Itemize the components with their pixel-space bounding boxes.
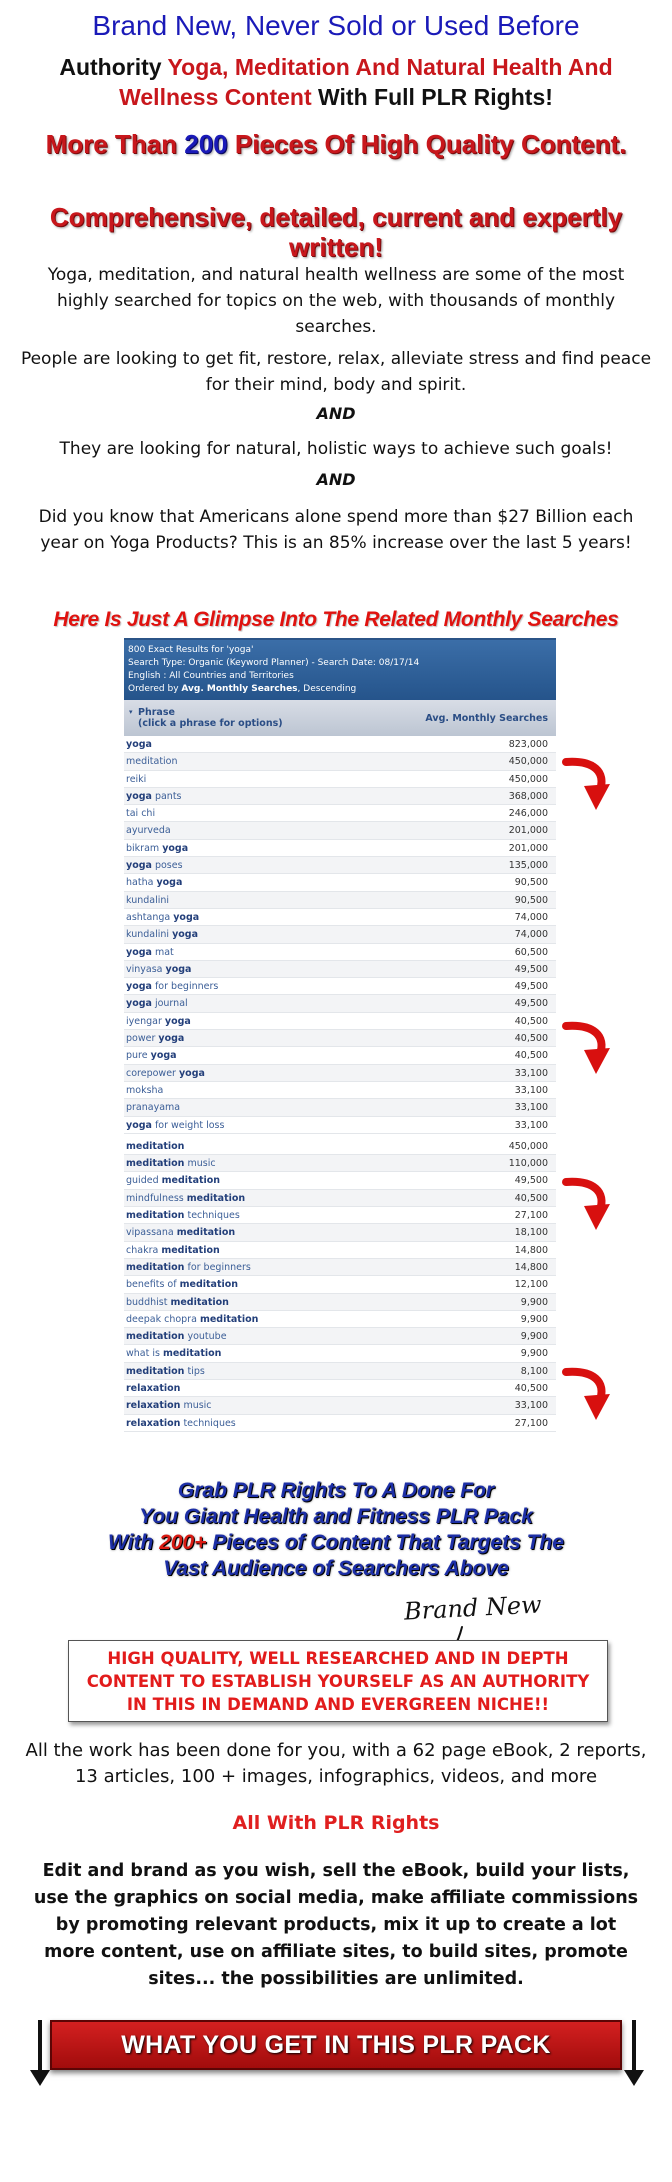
keyword-phrase[interactable]: deepak chopra meditation xyxy=(126,1313,259,1325)
keyword-monthly-searches: 33,100 xyxy=(514,1067,548,1079)
all-work-paragraph: All the work has been done for you, with a 62 page eBook, 2 reports, 13 articles, 100 + images, infographics, videos, and more xyxy=(25,1740,647,1787)
keyword-monthly-searches: 110,000 xyxy=(508,1158,548,1170)
keyword-monthly-searches: 33,100 xyxy=(514,1102,548,1114)
red-curved-arrow-icon xyxy=(560,1020,612,1078)
keyword-phrase[interactable]: meditation xyxy=(126,1140,185,1152)
keyword-phrase[interactable]: guided meditation xyxy=(126,1175,221,1187)
keyword-monthly-searches: 201,000 xyxy=(508,825,548,837)
paragraph-holistic: They are looking for natural, holistic ways to achieve such goals! xyxy=(59,439,613,459)
keyword-monthly-searches: 368,000 xyxy=(508,790,548,802)
keyword-phrase[interactable]: power yoga xyxy=(126,1033,185,1045)
red-curved-arrow-icon xyxy=(560,756,612,814)
keyword-row[interactable] xyxy=(124,874,556,891)
keyword-row[interactable] xyxy=(124,909,556,926)
keyword-phrase[interactable]: tai chi xyxy=(126,808,156,820)
keyword-phrase[interactable]: ayurveda xyxy=(126,825,171,837)
keyword-monthly-searches: 49,500 xyxy=(514,1175,548,1187)
keyword-phrase[interactable]: benefits of meditation xyxy=(126,1279,239,1291)
quality-callout-box: HIGH QUALITY, WELL RESEARCHED AND IN DEPTH CONTENT TO ESTABLISH YOURSELF AS AN AUTHORITY IN THIS IN DEMAND AND EVERGREEN NICHE!! xyxy=(68,1640,608,1722)
keyword-monthly-searches: 49,500 xyxy=(514,981,548,993)
keyword-row[interactable] xyxy=(124,822,556,839)
keyword-row[interactable] xyxy=(124,978,556,995)
keyword-row[interactable] xyxy=(124,1259,556,1276)
keyword-phrase[interactable]: pure yoga xyxy=(126,1050,177,1062)
paragraph-searches: Yoga, meditation, and natural health wellness are some of the most highly searched for topics on the web, with thousands of monthly searches. xyxy=(47,265,625,337)
keyword-row[interactable] xyxy=(124,753,556,770)
keyword-row[interactable] xyxy=(124,1082,556,1099)
keyword-row[interactable] xyxy=(124,1363,556,1380)
keyword-monthly-searches: 33,100 xyxy=(514,1084,548,1096)
keyword-phrase[interactable]: bikram yoga xyxy=(126,842,189,854)
keyword-phrase[interactable]: vipassana meditation xyxy=(126,1227,236,1239)
keyword-phrase[interactable]: yoga pants xyxy=(126,790,182,802)
keyword-monthly-searches: 14,800 xyxy=(514,1244,548,1256)
keyword-monthly-searches: 49,500 xyxy=(514,963,548,975)
keyword-monthly-searches: 9,900 xyxy=(520,1348,548,1360)
keyword-phrase[interactable]: yoga for beginners xyxy=(126,981,219,993)
keyword-monthly-searches: 201,000 xyxy=(508,842,548,854)
keyword-row[interactable] xyxy=(124,1117,556,1134)
keyword-row[interactable] xyxy=(124,1224,556,1241)
keyword-monthly-searches: 49,500 xyxy=(514,998,548,1010)
down-arrow-left-icon xyxy=(30,2020,50,2086)
keyword-phrase[interactable]: kundalini yoga xyxy=(126,929,198,941)
keyword-phrase[interactable]: meditation for beginners xyxy=(126,1261,251,1273)
keyword-phrase[interactable]: yoga for weight loss xyxy=(126,1119,225,1131)
keyword-phrase[interactable]: ashtanga yoga xyxy=(126,911,200,923)
authority-post: With Full PLR Rights! xyxy=(311,84,553,110)
keyword-row[interactable] xyxy=(124,1172,556,1189)
keyword-monthly-searches: 74,000 xyxy=(514,911,548,923)
keyword-row[interactable] xyxy=(124,840,556,857)
keyword-row[interactable] xyxy=(124,1311,556,1328)
grab-plr-heading: Grab PLR Rights To A Done For You Giant Health and Fitness PLR Pack With 200+ Pieces of Content That Targets The Vast Audience of Searchers Above xyxy=(108,1479,564,1580)
keyword-group-yoga xyxy=(124,736,556,1134)
keyword-monthly-searches: 9,900 xyxy=(520,1296,548,1308)
keyword-phrase[interactable]: relaxation music xyxy=(126,1400,212,1412)
keyword-group-meditation xyxy=(124,1138,556,1432)
authority-heading xyxy=(40,52,632,112)
keyword-phrase[interactable]: pranayama xyxy=(126,1102,181,1114)
search-type: Search Type: Organic (Keyword Planner) - Search Date: 08/17/14 xyxy=(128,658,420,668)
keyword-row[interactable] xyxy=(124,736,556,753)
keyword-phrase[interactable]: yoga poses xyxy=(126,860,183,872)
keyword-row[interactable] xyxy=(124,1345,556,1362)
keyword-row[interactable] xyxy=(124,892,556,909)
keyword-monthly-searches: 8,100 xyxy=(520,1365,548,1377)
search-language: English : All Countries and Territories xyxy=(128,671,294,681)
keyword-monthly-searches: 450,000 xyxy=(508,773,548,785)
keyword-monthly-searches: 60,500 xyxy=(514,946,548,958)
keyword-phrase[interactable]: vinyasa yoga xyxy=(126,963,192,975)
keyword-row[interactable] xyxy=(124,944,556,961)
keyword-row[interactable] xyxy=(124,961,556,978)
keyword-monthly-searches: 135,000 xyxy=(508,860,548,872)
keyword-phrase[interactable]: meditation tips xyxy=(126,1365,205,1377)
plr-rights-heading: All With PLR Rights xyxy=(232,1812,440,1834)
keyword-phrase[interactable]: kundalini xyxy=(126,894,170,906)
keyword-phrase[interactable]: yoga xyxy=(126,739,152,750)
comprehensive-heading: Comprehensive, detailed, current and expertly written! xyxy=(49,202,623,262)
keyword-monthly-searches: 450,000 xyxy=(508,1140,548,1152)
keyword-row[interactable] xyxy=(124,1207,556,1224)
keyword-row[interactable] xyxy=(124,926,556,943)
keyword-phrase[interactable]: relaxation techniques xyxy=(126,1417,236,1429)
keyword-monthly-searches: 33,100 xyxy=(514,1119,548,1131)
more-than-heading xyxy=(40,128,632,160)
keyword-monthly-searches: 40,500 xyxy=(514,1015,548,1027)
keyword-monthly-searches: 12,100 xyxy=(514,1279,548,1291)
keyword-phrase[interactable]: meditation music xyxy=(126,1158,216,1170)
keyword-phrase[interactable]: iyengar yoga xyxy=(126,1015,191,1027)
keyword-monthly-searches: 40,500 xyxy=(514,1382,548,1394)
keyword-phrase[interactable]: meditation techniques xyxy=(126,1210,240,1222)
keyword-row[interactable] xyxy=(124,805,556,822)
keyword-row[interactable] xyxy=(124,1242,556,1259)
brand-new-handwritten: Brand New xyxy=(403,1590,543,1626)
keyword-phrase[interactable]: reiki xyxy=(126,773,147,785)
keyword-monthly-searches: 40,500 xyxy=(514,1050,548,1062)
avg-monthly-column-header[interactable]: Avg. Monthly Searches xyxy=(425,713,548,724)
keyword-monthly-searches: 33,100 xyxy=(514,1400,548,1412)
keyword-monthly-searches: 9,900 xyxy=(520,1331,548,1343)
keyword-row[interactable] xyxy=(124,1013,556,1030)
keyword-phrase[interactable]: moksha xyxy=(126,1084,164,1096)
keyword-monthly-searches: 40,500 xyxy=(514,1033,548,1045)
keyword-monthly-searches: 246,000 xyxy=(508,808,548,820)
keyword-table-header xyxy=(124,638,556,700)
keyword-phrase[interactable]: mindfulness meditation xyxy=(126,1192,246,1204)
keyword-phrase[interactable]: yoga journal xyxy=(126,998,188,1010)
keyword-phrase[interactable]: meditation youtube xyxy=(126,1331,227,1343)
keyword-phrase[interactable]: yoga mat xyxy=(126,946,174,958)
keyword-monthly-searches: 74,000 xyxy=(514,929,548,941)
and-divider-2: AND xyxy=(316,470,356,489)
authority-pre: Authority xyxy=(59,54,168,80)
phrase-column-header[interactable]: Phrase (click a phrase for options) xyxy=(138,707,283,729)
keyword-phrase[interactable]: chakra meditation xyxy=(126,1244,220,1256)
keyword-row[interactable] xyxy=(124,857,556,874)
keyword-monthly-searches: 14,800 xyxy=(514,1261,548,1273)
edit-brand-paragraph: Edit and brand as you wish, sell the eBook, build your lists, use the graphics on social media, make affiliate commissions by promoting relevant products, mix it up to create a lot more content, use on affiliate sites, to build sites, promote sites... the possibilities are unlimited. xyxy=(33,1861,639,1989)
paragraph-yoga-spend: Did you know that Americans alone spend more than $27 Billion each year on Yoga Products? This is an 85% increase over the last 5 years! xyxy=(38,507,634,553)
keyword-phrase[interactable]: corepower yoga xyxy=(126,1067,205,1079)
what-you-get-banner[interactable]: WHAT YOU GET IN THIS PLR PACK xyxy=(50,2020,622,2070)
results-count: 800 Exact Results for 'yoga' xyxy=(128,645,254,655)
keyword-row[interactable] xyxy=(124,788,556,805)
red-curved-arrow-icon xyxy=(560,1176,612,1234)
and-divider-1: AND xyxy=(316,404,356,423)
keyword-phrase[interactable]: relaxation xyxy=(126,1382,181,1394)
paragraph-people: People are looking to get fit, restore, relax, alleviate stress and find peace for their mind, body and spirit. xyxy=(20,349,652,395)
keyword-monthly-searches: 450,000 xyxy=(508,756,548,768)
keyword-row[interactable] xyxy=(124,1397,556,1414)
keyword-phrase[interactable]: what is meditation xyxy=(126,1348,222,1360)
keyword-phrase[interactable]: meditation xyxy=(126,756,178,768)
keyword-row[interactable] xyxy=(124,1138,556,1155)
keyword-row[interactable] xyxy=(124,1030,556,1047)
red-curved-arrow-icon xyxy=(560,1366,612,1424)
keyword-row[interactable] xyxy=(124,1190,556,1207)
keyword-row[interactable] xyxy=(124,1099,556,1116)
keyword-row[interactable] xyxy=(124,1380,556,1397)
more-post: Pieces Of High Quality Content. xyxy=(227,129,627,159)
headline: Brand New, Never Sold or Used Before xyxy=(92,10,580,41)
keyword-monthly-searches: 27,100 xyxy=(514,1210,548,1222)
keyword-monthly-searches: 823,000 xyxy=(508,739,548,750)
keyword-monthly-searches: 18,100 xyxy=(514,1227,548,1239)
keyword-column-header xyxy=(124,700,556,736)
keyword-monthly-searches: 27,100 xyxy=(514,1417,548,1429)
glimpse-heading: Here Is Just A Glimpse Into The Related Monthly Searches xyxy=(53,608,619,631)
authority-topics: Yoga, Meditation And Natural Health And Wellness Content xyxy=(119,54,613,110)
sort-bullet-icon: ▾ xyxy=(129,708,133,716)
more-pre: More Than xyxy=(45,129,185,159)
down-arrow-right-icon xyxy=(624,2020,644,2086)
keyword-row[interactable] xyxy=(124,1415,556,1432)
keyword-monthly-searches: 90,500 xyxy=(514,894,548,906)
keyword-monthly-searches: 90,500 xyxy=(514,877,548,889)
keyword-row[interactable] xyxy=(124,1328,556,1345)
keyword-row[interactable] xyxy=(124,1276,556,1293)
keyword-row[interactable] xyxy=(124,1065,556,1082)
keyword-row[interactable] xyxy=(124,1294,556,1311)
order-by: Ordered by Avg. Monthly Searches, Descending xyxy=(128,684,357,694)
keyword-monthly-searches: 40,500 xyxy=(514,1192,548,1204)
keyword-results-table xyxy=(124,638,556,1432)
keyword-phrase[interactable]: hatha yoga xyxy=(126,877,183,889)
keyword-row[interactable] xyxy=(124,1047,556,1064)
keyword-row[interactable] xyxy=(124,1155,556,1172)
keyword-phrase[interactable]: buddhist meditation xyxy=(126,1296,229,1308)
keyword-row[interactable] xyxy=(124,995,556,1012)
more-number: 200 xyxy=(184,129,228,159)
keyword-row[interactable] xyxy=(124,771,556,788)
keyword-monthly-searches: 9,900 xyxy=(520,1313,548,1325)
